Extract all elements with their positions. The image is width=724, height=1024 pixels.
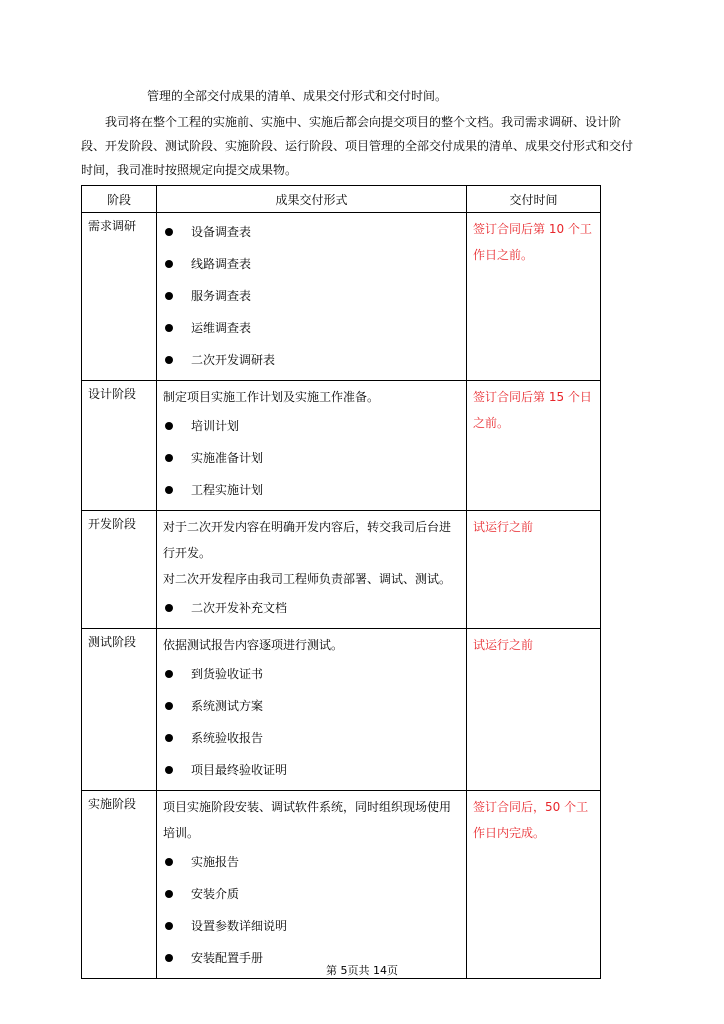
list-item — [163, 878, 461, 910]
bullet-icon — [165, 422, 173, 430]
bullet-icon — [165, 454, 173, 462]
intro-paragraph-2: 我司将在整个工程的实施前、实施中、实施后都会向提交项目的整个文档。我司需求调研、设计阶段、开发阶段、测试阶段、实施阶段、运行阶段、项目管理的全部交付成果的清单、成果交付形式和交付时间，我司准时按照规定向提交成果物。 — [81, 115, 634, 177]
list-item-label: 运维调查表 — [191, 321, 252, 335]
bullet-icon — [165, 604, 173, 612]
list-item-label: 系统测试方案 — [191, 699, 264, 713]
table-row — [82, 213, 601, 381]
deliverable-list — [163, 592, 461, 624]
list-item-label: 系统验收报告 — [191, 731, 264, 745]
bullet-icon — [165, 324, 173, 332]
bullet-icon — [165, 954, 173, 962]
list-item-label: 服务调查表 — [191, 289, 252, 303]
list-item-label: 培训计划 — [191, 419, 240, 433]
deliverable-form-cell — [157, 213, 467, 381]
deliverables-table — [81, 185, 601, 979]
list-item — [163, 722, 461, 754]
stage-cell: 测试阶段 — [82, 629, 157, 791]
list-item — [163, 592, 461, 624]
list-item — [163, 754, 461, 786]
list-item — [163, 442, 461, 474]
intro-paragraph-1: 管理的全部交付成果的清单、成果交付形式和交付时间。 — [147, 89, 448, 103]
list-item-label: 二次开发补充文档 — [191, 601, 288, 615]
description-text: 制定项目实施工作计划及实施工作准备。 — [163, 390, 380, 404]
bullet-icon — [165, 734, 173, 742]
list-item — [163, 474, 461, 506]
list-item — [163, 280, 461, 312]
deliverable-list — [163, 658, 461, 786]
table-header-row — [82, 186, 601, 213]
bullet-icon — [165, 260, 173, 268]
bullet-icon — [165, 228, 173, 236]
table-row — [82, 791, 601, 979]
deliverable-list — [163, 216, 461, 376]
header-deliverable-form: 成果交付形式 — [157, 186, 467, 213]
stage-cell: 实施阶段 — [82, 791, 157, 979]
bullet-icon — [165, 292, 173, 300]
list-item — [163, 658, 461, 690]
list-item — [163, 410, 461, 442]
list-item — [163, 312, 461, 344]
header-stage: 阶段 — [82, 186, 157, 213]
list-item — [163, 690, 461, 722]
list-item-label: 安装介质 — [191, 887, 240, 901]
deliverable-form-cell — [157, 381, 467, 511]
header-delivery-time: 交付时间 — [467, 186, 601, 213]
delivery-time-cell: 签订合同后第 15 个日之前。 — [467, 381, 601, 511]
list-item-label: 项目最终验收证明 — [191, 763, 288, 777]
list-item-label: 实施准备计划 — [191, 451, 264, 465]
stage-cell: 设计阶段 — [82, 381, 157, 511]
deliverable-form-cell — [157, 791, 467, 979]
bullet-icon — [165, 486, 173, 494]
stage-cell: 开发阶段 — [82, 511, 157, 629]
list-item-label: 实施报告 — [191, 855, 240, 869]
list-item-label: 线路调查表 — [191, 257, 252, 271]
bullet-icon — [165, 670, 173, 678]
deliverable-form-cell — [157, 629, 467, 791]
delivery-time-cell: 试运行之前 — [467, 511, 601, 629]
description-text: 项目实施阶段安装、调试软件系统，同时组织现场使用培训。 — [163, 800, 452, 840]
delivery-time-cell: 签订合同后第 10 个工作日之前。 — [467, 213, 601, 381]
delivery-time-cell: 试运行之前 — [467, 629, 601, 791]
stage-cell: 需求调研 — [82, 213, 157, 381]
description-text: 对于二次开发内容在明确开发内容后，转交我司后台进行开发。 — [163, 520, 452, 560]
list-item-label: 安装配置手册 — [191, 951, 264, 965]
description-text: 对二次开发程序由我司工程师负责部署、调试、测试。 — [163, 572, 452, 586]
list-item-label: 到货验收证书 — [191, 667, 264, 681]
deliverable-list — [163, 846, 461, 974]
list-item — [163, 910, 461, 942]
page-number: 第 5页共 14页 — [326, 964, 398, 977]
bullet-icon — [165, 890, 173, 898]
bullet-icon — [165, 766, 173, 774]
table-row — [82, 381, 601, 511]
table-row — [82, 629, 601, 791]
table-row — [82, 511, 601, 629]
bullet-icon — [165, 702, 173, 710]
deliverable-list — [163, 410, 461, 506]
bullet-icon — [165, 858, 173, 866]
list-item-label: 设置参数详细说明 — [191, 919, 288, 933]
list-item — [163, 248, 461, 280]
deliverable-form-cell — [157, 511, 467, 629]
bullet-icon — [165, 922, 173, 930]
list-item — [163, 344, 461, 376]
list-item-label: 二次开发调研表 — [191, 353, 276, 367]
description-text: 依据测试报告内容逐项进行测试。 — [163, 638, 344, 652]
list-item-label: 设备调查表 — [191, 225, 252, 239]
delivery-time-cell: 签订合同后，50 个工作日内完成。 — [467, 791, 601, 979]
bullet-icon — [165, 356, 173, 364]
list-item — [163, 216, 461, 248]
list-item-label: 工程实施计划 — [191, 483, 264, 497]
list-item — [163, 846, 461, 878]
